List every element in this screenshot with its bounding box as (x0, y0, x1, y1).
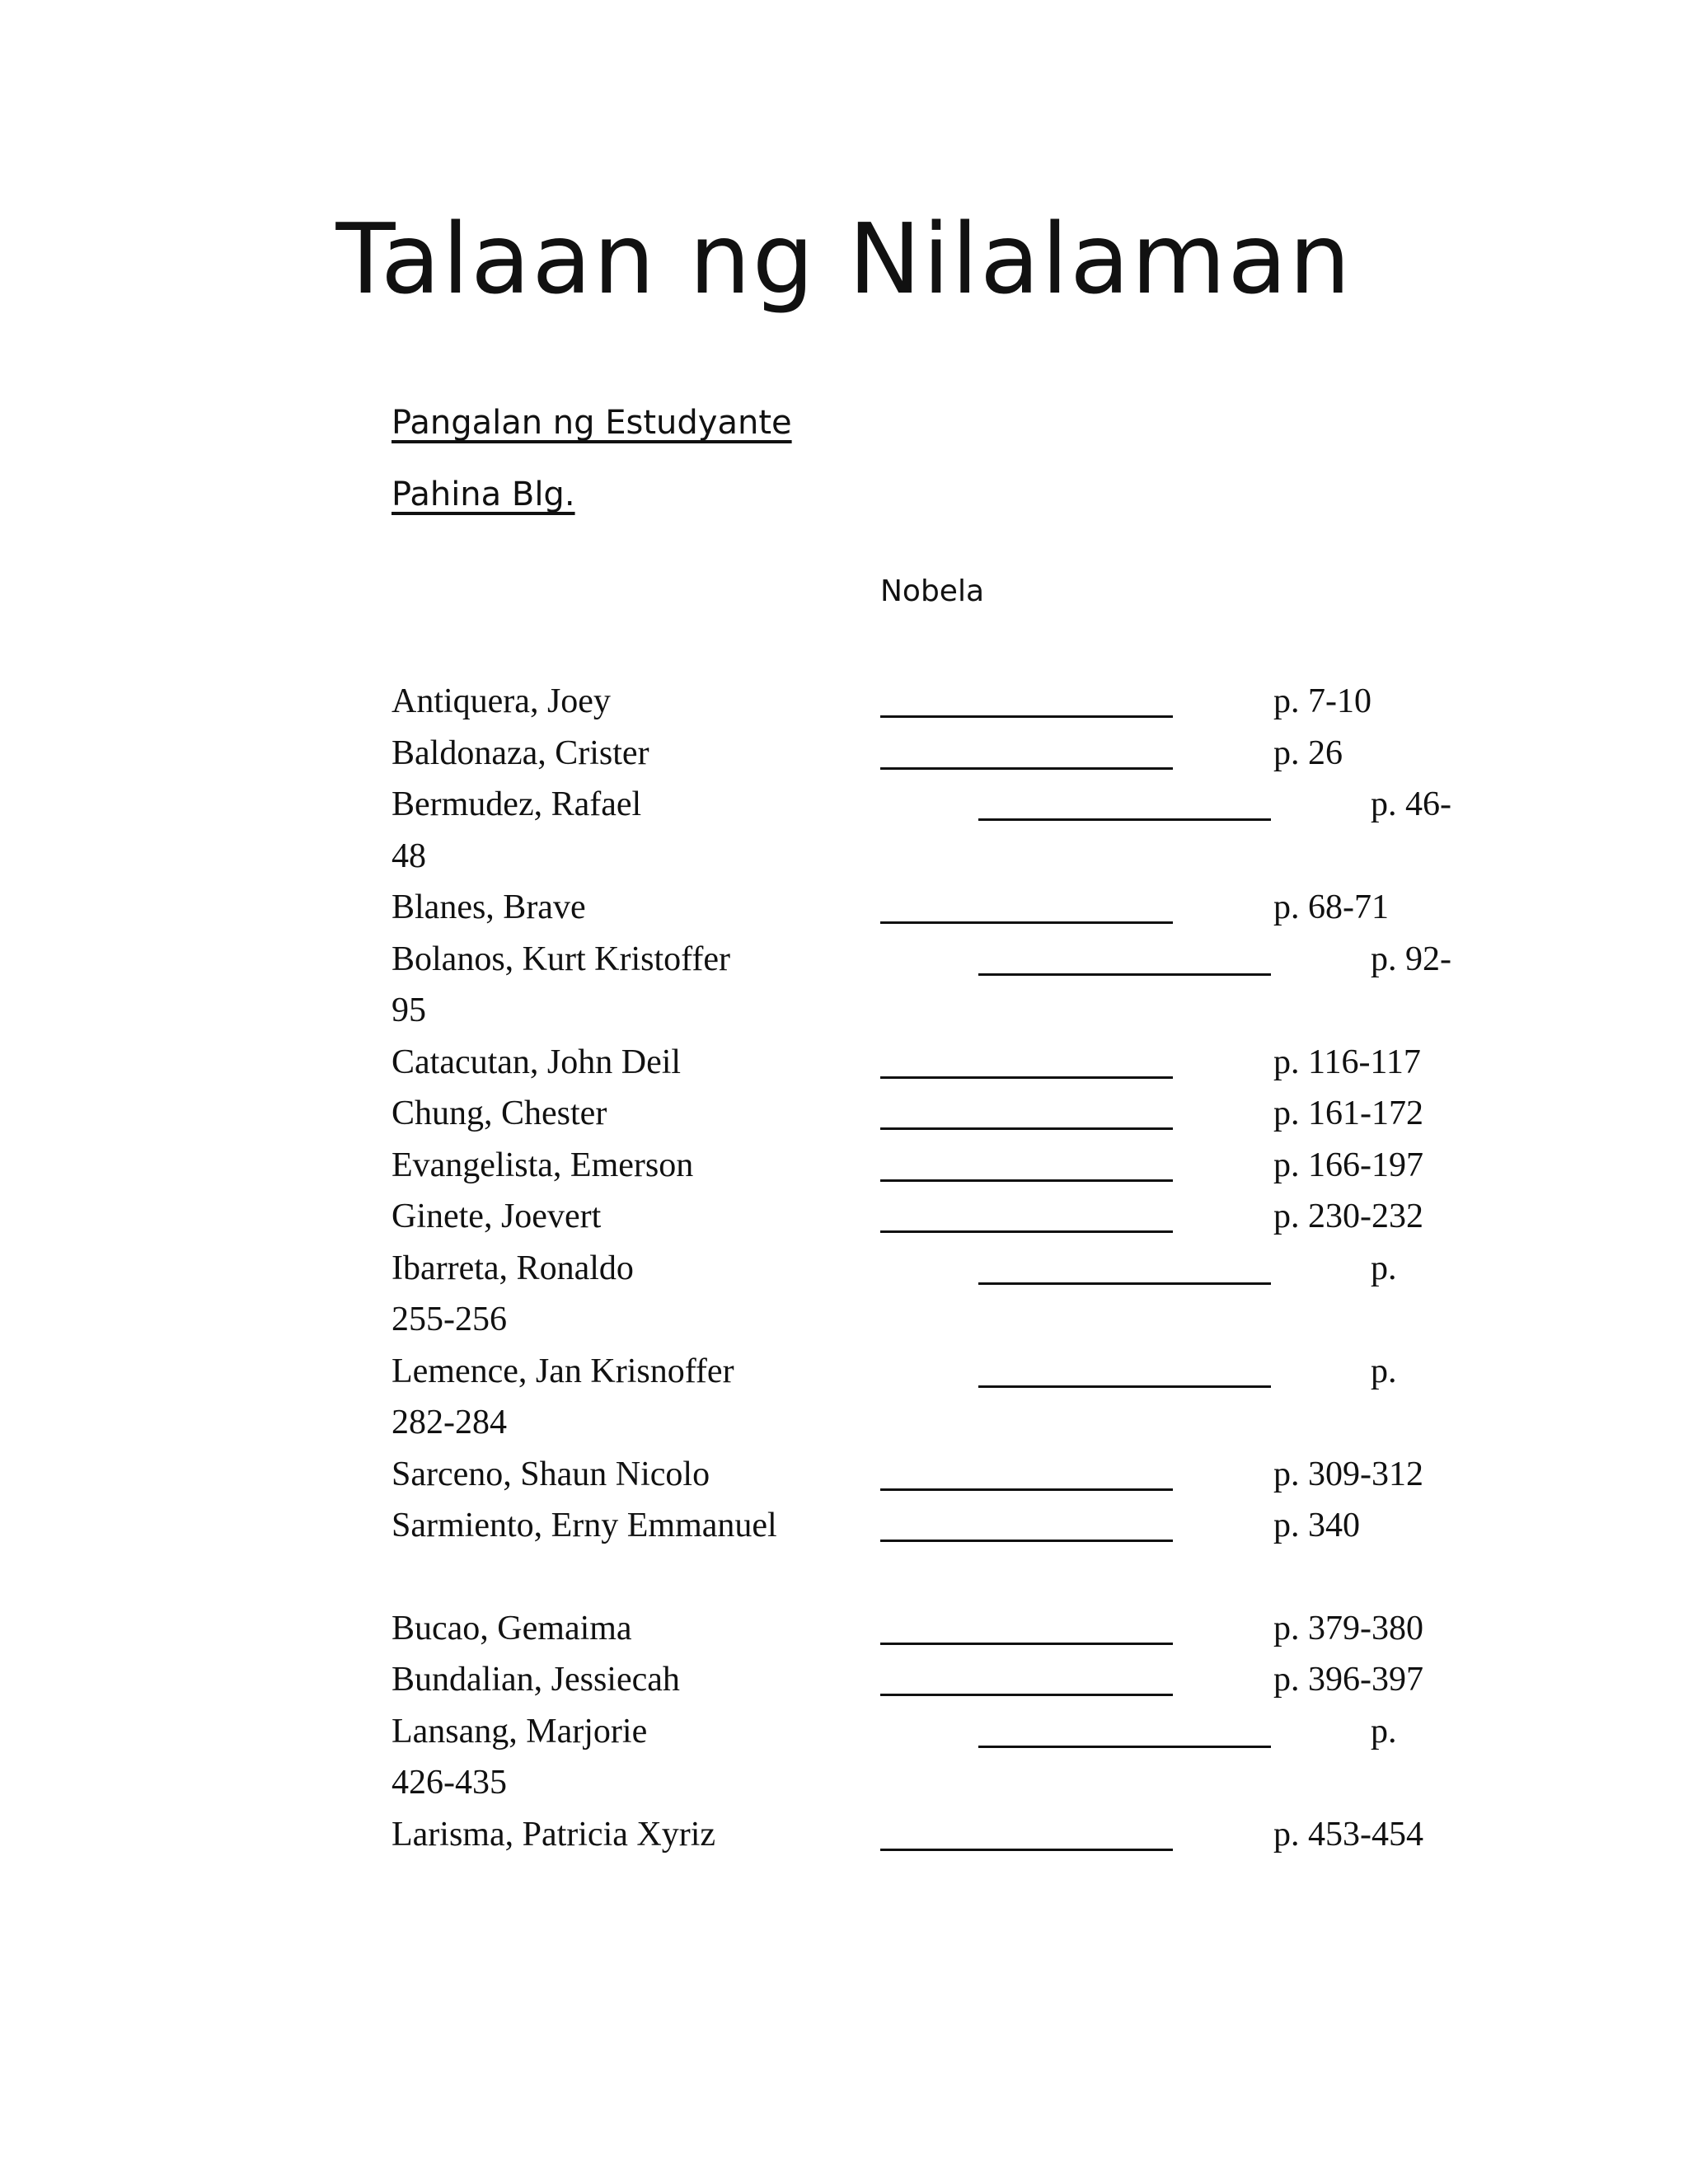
student-name: Ibarreta, Ronaldo (392, 1249, 634, 1287)
student-name: Catacutan, John Deil (392, 1043, 682, 1081)
page-range: p. 166-197 (1273, 1146, 1423, 1184)
page-title: Talaan ng Nilalaman (335, 202, 1353, 316)
page-range: p. (1371, 1249, 1397, 1287)
leader-line (880, 1540, 1173, 1542)
leader-line (880, 921, 1173, 924)
page-range: p. 26 (1273, 733, 1343, 772)
leader-line (880, 1488, 1173, 1491)
student-name: Bermudez, Rafael (392, 785, 642, 823)
page-number-header: Pahina Blg. (392, 476, 575, 513)
page-range-continuation: 426-435 (392, 1764, 507, 1802)
leader-line (978, 973, 1271, 976)
leader-line (978, 1746, 1271, 1748)
student-name: Bolanos, Kurt Kristoffer (392, 940, 730, 978)
leader-line (880, 1694, 1173, 1696)
page-range: p. 161-172 (1273, 1094, 1423, 1132)
student-name: Bundalian, Jessiecah (392, 1661, 680, 1699)
leader-line (880, 1127, 1173, 1130)
leader-line (880, 1076, 1173, 1079)
student-name: Ginete, Joevert (392, 1197, 602, 1235)
page-range: p. 379-380 (1273, 1609, 1423, 1647)
page-range: p. (1371, 1712, 1397, 1750)
student-name: Bucao, Gemaima (392, 1609, 632, 1647)
page-range-continuation: 282-284 (392, 1404, 507, 1441)
page-range-continuation: 255-256 (392, 1301, 507, 1338)
student-name: Chung, Chester (392, 1094, 607, 1132)
student-name: Larisma, Patricia Xyriz (392, 1815, 716, 1854)
student-name: Lansang, Marjorie (392, 1712, 648, 1750)
student-name: Lemence, Jan Krisnoffer (392, 1352, 734, 1390)
page-range: p. 116-117 (1273, 1043, 1421, 1081)
leader-line (880, 1179, 1173, 1182)
page-range: p. (1371, 1352, 1397, 1390)
page-range: p. 46- (1371, 785, 1451, 823)
page-range-continuation: 95 (392, 991, 426, 1029)
student-name: Evangelista, Emerson (392, 1146, 694, 1184)
leader-line (880, 715, 1173, 718)
student-name-header: Pangalan ng Estudyante (392, 404, 792, 442)
student-name: Antiquera, Joey (392, 682, 611, 720)
page-range: p. 7-10 (1273, 682, 1372, 720)
student-name: Baldonaza, Crister (392, 733, 649, 772)
section-heading: Nobela (880, 574, 985, 608)
leader-line (880, 1230, 1173, 1233)
leader-line (880, 1849, 1173, 1851)
page-range: p. 230-232 (1273, 1197, 1423, 1235)
page-range: p. 68-71 (1273, 888, 1389, 926)
page-range: p. 92- (1371, 940, 1451, 978)
leader-line (978, 1385, 1271, 1388)
student-name: Sarceno, Shaun Nicolo (392, 1455, 710, 1493)
student-name: Sarmiento, Erny Emmanuel (392, 1507, 777, 1544)
page-range-continuation: 48 (392, 837, 426, 875)
leader-line (978, 818, 1271, 821)
leader-line (880, 1643, 1173, 1645)
student-name: Blanes, Brave (392, 888, 586, 926)
page-range: p. 340 (1273, 1507, 1360, 1544)
page-range: p. 453-454 (1273, 1815, 1423, 1854)
page-range: p. 396-397 (1273, 1661, 1423, 1699)
leader-line (978, 1282, 1271, 1285)
leader-line (880, 767, 1173, 770)
page-range: p. 309-312 (1273, 1455, 1423, 1493)
